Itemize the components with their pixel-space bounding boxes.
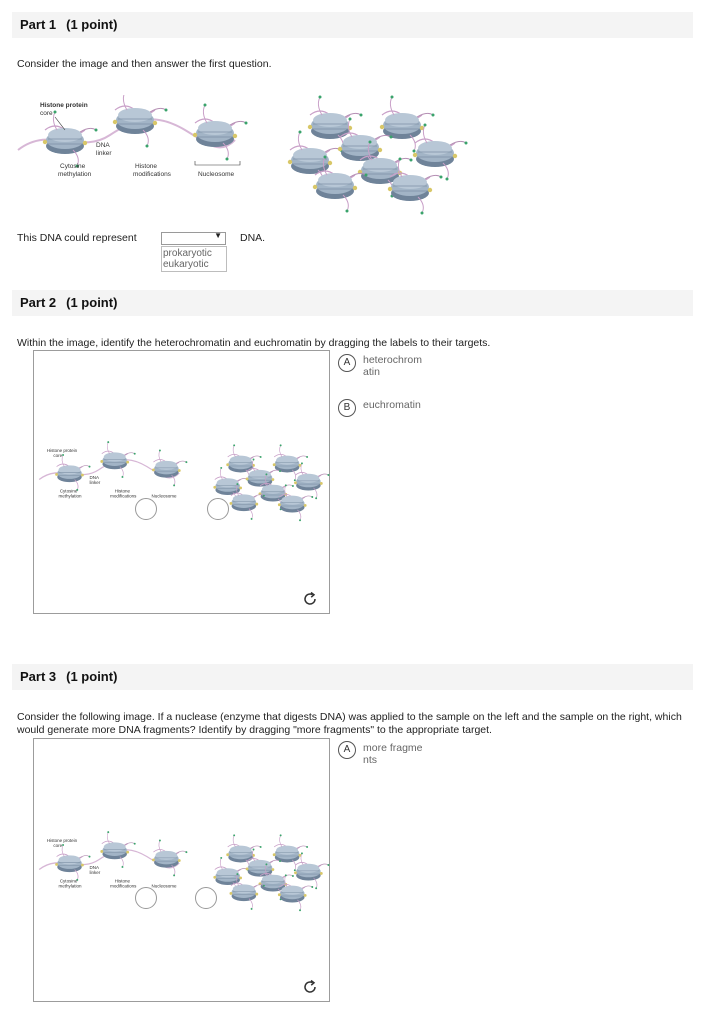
part2-header (12, 290, 693, 316)
reset-icon[interactable] (302, 591, 318, 607)
fig1-label-histone-mod-1: Histone (135, 163, 158, 170)
fig3-label-histone-mod-2: modifications (110, 883, 137, 889)
fig3-label-histone-core-2: core (53, 842, 63, 848)
label-euchromatin[interactable]: euchromatin (363, 399, 421, 411)
chromatin-figure-2 (34, 441, 331, 531)
part1-header (12, 12, 693, 38)
fig2-label-cytosine-1: Cytosine (59, 488, 78, 494)
drop-target-right[interactable] (195, 887, 217, 909)
option-eukaryotic[interactable]: eukaryotic (163, 259, 209, 270)
fig1-label-nucleosome: Nucleosome (198, 171, 235, 178)
part2-instruction: Within the image, identify the heterochromatin and euchromatin by dragging the labels to their targets. (17, 337, 491, 349)
part1-question-prefix: This DNA could represent (17, 232, 137, 244)
label-a-badge[interactable]: A (338, 741, 356, 759)
drop-target-left[interactable] (135, 887, 157, 909)
part1-title: Part 1 (20, 17, 57, 32)
part1-points: (1 point) (66, 17, 118, 32)
fig2-label-histone-core-1: Histone protein (46, 447, 78, 453)
chromatin-figure-3 (34, 831, 331, 921)
fig3-label-dna-2: linker (89, 870, 101, 876)
fig2-label-histone-mod-1: Histone (114, 488, 130, 494)
label-a-badge[interactable]: A (338, 354, 356, 372)
fig2-label-histone-core-2: core (53, 452, 63, 458)
fig2-label-dna-1: DNA (89, 474, 100, 480)
fig1-label-histone-mod-2: modifications (133, 171, 171, 178)
part3-points: (1 point) (66, 669, 118, 684)
part3-drop-canvas[interactable] (33, 738, 330, 1002)
part2-drop-canvas[interactable] (33, 350, 330, 614)
fig1-label-dna-1: DNA (96, 142, 110, 149)
fig1-label-cytosine-1: Cytosine (60, 163, 86, 170)
fig1-label-cytosine-2: methylation (58, 171, 92, 178)
fig3-label-nucleosome: Nucleosome (151, 883, 177, 889)
nucleosome-2 (113, 95, 168, 148)
part3-header (12, 664, 693, 690)
part3-title: Part 3 (20, 669, 57, 684)
part2-points: (1 point) (66, 295, 118, 310)
fig2-label-dna-2: linker (89, 480, 101, 486)
fig2-label-nucleosome: Nucleosome (151, 493, 177, 499)
fig2-label-cytosine-2: methylation (58, 493, 82, 499)
part2-title: Part 2 (20, 295, 57, 310)
nucleosome-1 (43, 111, 98, 168)
fig3-label-dna-1: DNA (89, 864, 100, 870)
chevron-down-icon: ▼ (214, 231, 222, 240)
fig1-label-dna-2: linker (96, 150, 112, 157)
label-more-fragments[interactable]: more fragments (363, 742, 423, 766)
fig1-label-histone-core-2: core (40, 110, 53, 117)
fig3-label-histone-core-1: Histone protein (46, 837, 78, 843)
option-prokaryotic[interactable]: prokaryotic (163, 248, 212, 259)
fig1-label-histone-core-1: Histone protein (40, 102, 88, 109)
part3-instruction: Consider the following image. If a nuclease (enzyme that digests DNA) was applied to the sample on the left and the sample on the right, which would generate more DNA fragments? Identify by dragging "more fragments" to the appropriate target. (17, 711, 682, 736)
part1-instruction: Consider the image and then answer the first question. (17, 58, 272, 70)
label-b-badge[interactable]: B (338, 399, 356, 417)
label-heterochromatin[interactable]: heterochromatin (363, 354, 422, 378)
fig3-label-cytosine-1: Cytosine (59, 878, 78, 884)
fig3-label-histone-mod-1: Histone (114, 878, 130, 884)
part1-question-suffix: DNA. (240, 232, 266, 244)
dna-type-select[interactable] (161, 232, 226, 245)
fig2-label-histone-mod-2: modifications (110, 493, 137, 499)
drop-target-left[interactable] (135, 498, 157, 520)
dna-type-options[interactable] (161, 246, 227, 272)
chromatin-figure-1 (10, 95, 470, 225)
drop-target-right[interactable] (207, 498, 229, 520)
fig3-label-cytosine-2: methylation (58, 883, 82, 889)
reset-icon[interactable] (302, 979, 318, 995)
nucleosome-3 (193, 104, 248, 161)
